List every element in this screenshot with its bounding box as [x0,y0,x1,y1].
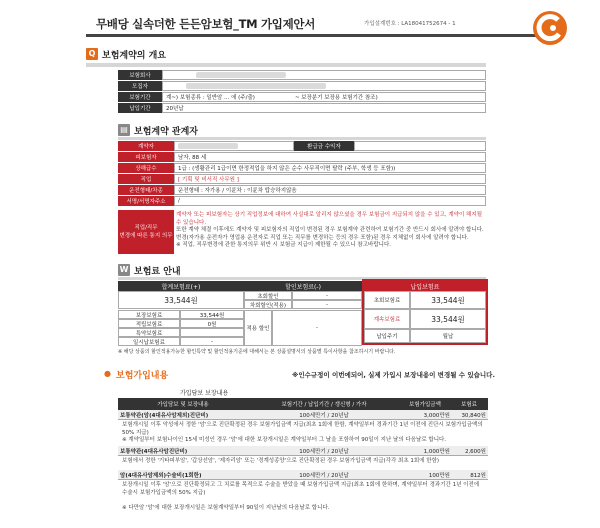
value-insured [174,152,486,162]
value-contractor [174,141,294,151]
row-amount: 1,000만원 [423,448,450,455]
total-premium-value: 33,544원 [118,291,244,309]
label-agent: 모집자 [118,81,162,91]
row-label-0: 보장보험료 [118,310,180,319]
section-q-icon: Q [86,48,98,60]
row-value-2 [180,328,244,337]
row-term: 100세만기 / 20년납 [299,448,349,455]
label-job: 직업 [118,174,174,184]
first-premium-value: 33,544원 [410,291,486,309]
row-desc: ※ 계약일부터 보험나이인 15세 미성인 경우 '암'에 대한 보장개시일은 계약일부터 그 날을 포함하여 90일이 지난 날의 다음날로 합니다. [122,437,447,443]
section4-note: ※인수규정이 이번에되어, 실제 가입시 보장내용이 변경될 수 있습니다. [292,371,495,379]
label-notice: 직업/직무 변경에 따른 통지 의무 [118,210,174,254]
row-desc: 보장개시일 이후 '암'으로 진단확정되고 그 치료를 목적으로 수술을 받았을 때 보험가입금액 지급(최초 1회에 한하며, 계약일부터 경과기간 1년 이전에 수술시 보험가입금액의 50% 지급) [122,482,480,496]
applied-discount-label: 적용 할인 [244,310,272,346]
table-row [118,410,488,420]
value-period [162,92,486,102]
document-title: 무배당 실속더한 든든암보험_TM 가입제안서 [96,17,316,31]
label-insurer: 보험회사 [118,70,162,80]
section-doc-icon: ▤ [118,124,130,136]
row-label-2: 특약보험료 [118,328,180,337]
value-pay-period: 20년납 [162,103,486,113]
row-term: 100세만기 / 20년납 [299,412,349,419]
row-value-1: 0원 [180,319,244,328]
row-desc: 보험에서 정한 '기타피부암', '갑상선암', '제자리암' 또는 '경계성종양'으로 진단확정된 경우 보험가입금액 지급(각각 최초 1회에 한함) [122,458,440,464]
label-drive: 운전형태/차종 [118,185,174,195]
notice-box [176,212,488,250]
label-pay-period: 납입기간 [118,103,162,113]
next-premium-value: 33,544원 [410,309,486,329]
contract-number: 가입설계번호 : LA18041752674 - 1 [364,21,456,27]
row-premium: 30,840원 [461,412,486,419]
col-amount: 보험가입금액 [400,398,450,410]
section2-rule [118,137,486,140]
notice-line-3: ※ 직업, 직무변경에 관한 통지의무 위반 시 보험금 지급이 제한될 수 있으니 참고바랍니다. [176,242,392,248]
col-term: 보험기간 / 납입기간 / 갱신형 / 가자 [248,398,400,410]
row-label-1: 적립보험료 [118,319,180,328]
value-sign: / [174,196,486,206]
row-name: 암(4대유사암제외)수술비(1회한) [120,472,202,479]
value-insurer [162,70,486,80]
section4-title: 보험가입내용 [116,371,169,381]
row-name: 보통약관(4대유사암진단비) [120,448,188,455]
section1-rule [86,63,486,67]
value-agent [162,81,486,91]
value-job: [ 기획 및 비서직 사무원 ] [174,174,486,184]
row-amount: 3,000만원 [423,412,450,419]
value-drive: 운전형태 : 자가용 / 이륜차 : 이륜차 탑승하지않음 [174,185,486,195]
notice-line-1: 또한 계약 체결 이후에도 계약자 및 피보험자의 직업이 변경된 경우 보험계약 관련하여 보험기간 중 반드시 회사에 알려야 합니다. [176,227,484,233]
row-value-0: 33,544원 [180,310,244,319]
first-premium-label: 초회보험료 [364,291,410,309]
next-premium-label: 계속보험료 [364,309,410,329]
pay-cycle-label: 납입주기 [364,329,410,343]
discount-header: 할인보험료(-) [244,281,362,291]
section4-sub: 가입담보 보장내용 [180,390,229,397]
label-grade: 상해급수 [118,163,174,173]
table-row [118,446,488,456]
premium-footnote: ※ 해당 상품의 할인적용가능한 할인특약 및 할인적용기준에 대해서는 본 상품설명서의 상품별 특이사항을 참조하시기 바랍니다. [118,349,396,355]
company-logo-icon [532,10,568,46]
col-coverage: 가입담보 및 보장내용 [118,398,248,410]
row-term: 100세만기 / 20년납 [299,472,349,479]
row-premium: 2,600원 [464,448,486,455]
value-beneficiary [354,141,486,151]
discount-first-value: - [292,291,362,300]
label-contractor: 계약자 [118,141,174,151]
table-row [118,470,488,480]
col-premium: 보험료 [450,398,488,410]
applied-discount-value: - [272,310,362,346]
row-name: 보통약관(암(4대유사암제외)진단비) [120,412,209,419]
insured-age: 남자, 88 세 [178,155,207,161]
period-extra: ~ 보장분기 보장용 보험기간 참조) [294,95,378,101]
value-grade: 1급 : (생활관리 1급이면 한정적업을 하지 않은 순수 사무직이면 탈락 (주부, 학생 등 포함)) [174,163,486,173]
pay-cycle-value: 월납 [410,329,486,343]
discount-next-label: 차회할인(적용) [244,300,292,309]
notice-line-2: 변경(자가용 운전자가 영업용 운전자로 직업 또는 직무를 변경하는 등의 경우 포함)된 경우 지체없이 회사에 알려야 합니다. [176,234,469,241]
notice-red: 계약자 또는 피보험자는 상기 직업정보에 대하여 사실대로 알리지 않으셨을 경우 보험금이 지급되지 않을 수 있고, 계약이 해지될 수 있습니다. [176,212,483,226]
row-desc: 보험개시일 이후 악성에서 정한 '암'으로 진단확정된 경우 보험가입금액 지급(최초 1회에 한함, 계약일부터 경과기간 1년 이전에 진단시 보험가입금액의 50% 지급) [122,422,483,436]
label-beneficiary: 환급금 수익자 [294,141,354,151]
label-period: 보험기간 [118,92,162,102]
bullet-icon: ● [104,369,111,378]
row-premium: 812원 [470,472,486,479]
row-value-3: - [180,337,244,346]
section1-title: 보험계약의 개요 [102,51,166,61]
period-value: 계~) 보험종류 : 일반암 ... 에 (주/출) [166,95,255,101]
title-rule [86,34,552,37]
row-desc: ※ 다만암 '암'에 대한 보장개시일은 보험계약일부터 90일이 지난날의 다음날로 합니다. [122,505,330,511]
label-insured: 피보험자 [118,152,174,162]
row-amount: 100만원 [428,472,450,479]
label-sign: 서명/서명자주소 [118,196,174,206]
section3-title: 보험료 안내 [134,267,181,277]
paid-premium-header: 납입보험료 [364,281,486,291]
discount-first-label: 초회할인 [244,291,292,300]
section2-title: 보험계약 관계자 [134,127,198,137]
row-label-3: 일시납보험료 [118,337,180,346]
discount-next-value: - [292,300,362,309]
section-w-icon: W [119,265,129,274]
total-premium-header: 합계보험료(+) [118,281,244,291]
